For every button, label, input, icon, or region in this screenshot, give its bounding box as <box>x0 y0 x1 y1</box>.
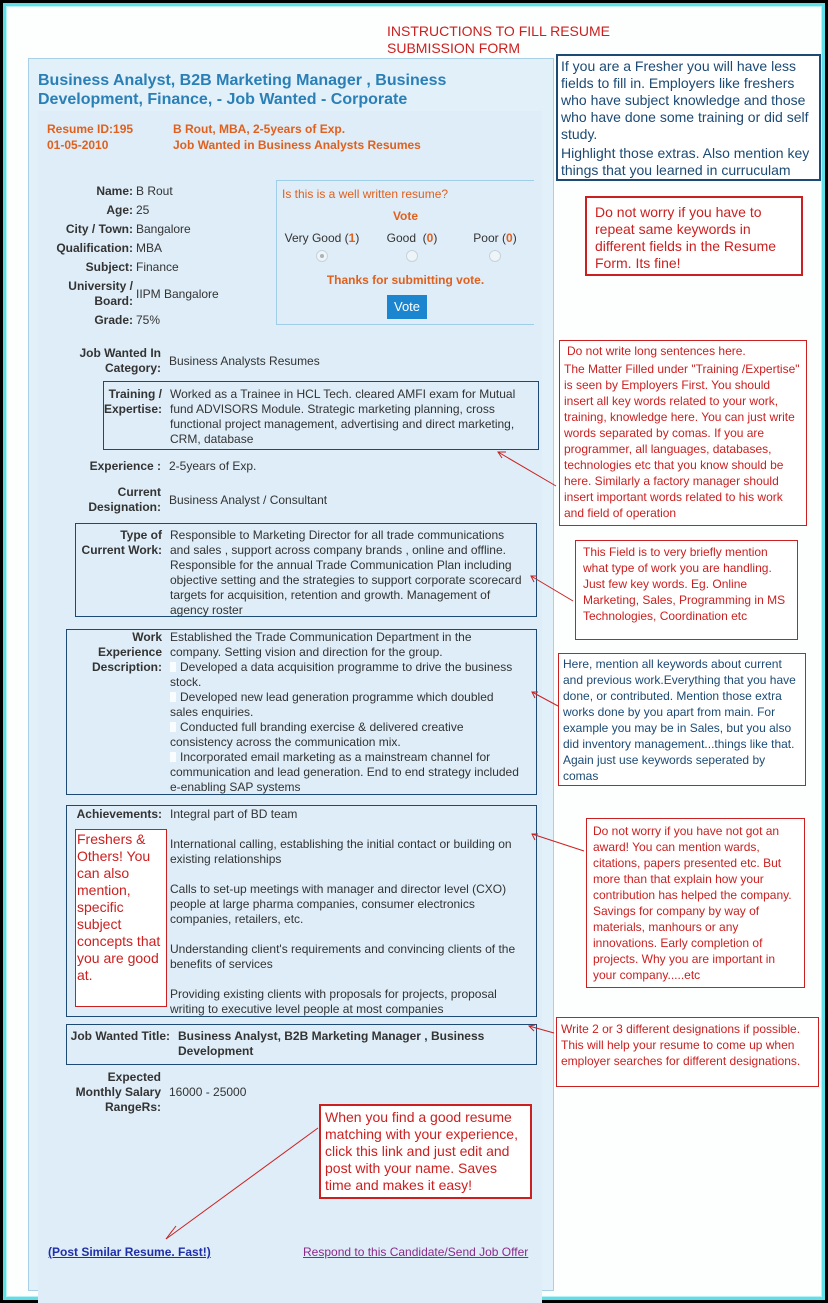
page-frame <box>3 3 825 1300</box>
vote-count: 0 <box>426 231 434 245</box>
info-row-name <box>49 184 269 199</box>
vote-button[interactable]: Vote <box>387 295 427 319</box>
achievement-item: Providing existing clients with proposals for projects, proposal writing to executive level people at most companies <box>170 987 497 1016</box>
field-category <box>69 346 529 376</box>
field-value: Business Analyst, B2B Marketing Manager , Business Development <box>178 1029 485 1058</box>
field-label: Job Wanted Title: <box>70 1029 170 1043</box>
vote-option-very-good[interactable]: Very Good (1) <box>284 231 360 262</box>
field-value: Business Analyst / Consultant <box>169 492 328 507</box>
info-row-age <box>49 203 269 218</box>
field-label: Experience : <box>89 459 161 473</box>
vote-option-label: Poor <box>473 231 499 245</box>
post-similar-note: When you find a good resume matching with your experience, click this link and just edit and post with your name. Saves time and makes it easy! <box>319 1104 532 1199</box>
field-value <box>170 807 525 1016</box>
work-experience-bullet: Developed new lead generation programme which doubled sales enquiries. <box>170 690 494 719</box>
info-label: Grade: <box>94 313 133 327</box>
field-label: Current Designation: <box>88 485 161 514</box>
work-experience-intro: Established the Trade Communication Department in the company. Setting vision and direction for the group. <box>170 630 472 659</box>
vote-title: Vote <box>392 209 419 223</box>
info-row-grade <box>49 313 269 328</box>
achievement-item: Integral part of BD team <box>170 807 298 821</box>
info-label: University / Board: <box>68 279 133 308</box>
info-label: Qualification: <box>56 241 133 255</box>
info-value: 25 <box>136 203 150 217</box>
training-note: Do not write long sentences here. The Matter Filled under "Training /Expertise" is seen by Employers First. You should insert all key words related to your work, training, knowledge here. You can just write words separated by comas. If you are programmer, all languages, databases, technologies etc that you know should be here. Similarly a factory manager should insert important words related to his work and field of operation <box>559 340 807 526</box>
field-label: Work Experience Description: <box>91 630 162 674</box>
post-similar-resume-link[interactable]: (Post Similar Resume. Fast!) <box>48 1245 211 1259</box>
vote-count: 0 <box>506 231 513 245</box>
instructions-heading: INSTRUCTIONS TO FILL RESUME SUBMISSION FORM <box>387 23 610 56</box>
work-type-note: This Field is to very briefly mention what type of work you are handling. Just few key words. Eg. Online Marketing, Sales, Programming in MS Technologies, Coordination etc <box>575 540 798 640</box>
vote-option-good[interactable]: Good (0) <box>377 231 447 262</box>
work-experience-bullet: Developed a data acquisition programme to drive the business stock. <box>170 660 513 689</box>
resume-summary: B Rout, MBA, 2-5years of Exp. <box>173 122 346 136</box>
bullet-icon <box>170 752 176 762</box>
field-value: 16000 - 25000 <box>169 1085 247 1099</box>
resume-category-line: Job Wanted in Business Analysts Resumes <box>173 138 421 152</box>
field-value: 2-5years of Exp. <box>169 459 257 473</box>
vote-option-label: Very Good <box>284 231 342 245</box>
vote-count: 1 <box>348 231 356 245</box>
fresher-instruction-note: If you are a Fresher you will have less fields to fill in. Employers like freshers who have subject knowledge and those who have done some training or did self study. Highlight those extras. Also mention key things that you learned in curruculam <box>556 54 821 181</box>
field-designation <box>69 485 529 515</box>
personal-info <box>49 184 269 332</box>
info-value: MBA <box>136 241 163 255</box>
info-value: B Rout <box>136 184 173 198</box>
vote-thanks-message: Thanks for submitting vote. <box>326 273 485 287</box>
field-value: Business Analysts Resumes <box>169 353 320 368</box>
resume-date: 01-05-2010 <box>47 138 109 152</box>
job-title-note: Write 2 or 3 different designations if possible. This will help your resume to come up when employer searches for different designations. <box>556 1017 819 1087</box>
field-label: Expected Monthly Salary RangeRs: <box>75 1070 161 1114</box>
resume-id: Resume ID:195 <box>47 122 134 136</box>
field-label: Job Wanted In Category: <box>79 346 161 375</box>
field-work-type <box>75 523 537 617</box>
vote-question: Is this is a well written resume? <box>282 187 449 201</box>
radio-very-good[interactable] <box>316 250 328 262</box>
field-work-experience <box>66 629 537 795</box>
field-job-title <box>66 1024 537 1065</box>
field-label: Achievements: <box>76 807 162 821</box>
work-experience-bullet: Incorporated email marketing as a mainstream channel for communication and lead generation. End to end strategy included e-enabling SAP systems <box>170 750 519 794</box>
vote-option-poor[interactable]: Poor (0) <box>465 231 525 262</box>
respond-to-candidate-link[interactable]: Respond to this Candidate/Send Job Offer <box>303 1245 529 1259</box>
repeat-keywords-note: Do not worry if you have to repeat same keywords in different fields in the Resume Form. Its fine! <box>585 196 803 276</box>
info-row-qualification <box>49 241 269 256</box>
vote-panel <box>276 180 534 325</box>
vote-option-label: Good <box>386 231 416 245</box>
info-label: Name: <box>96 184 133 198</box>
field-training <box>103 381 539 450</box>
field-label: Type of Current Work: <box>81 528 162 557</box>
work-experience-bullet: Conducted full branding exercise & delivered creative consistency across the communication mix. <box>170 720 464 749</box>
achievement-item: Understanding client's requirements and convincing clients of the benefits of services <box>170 942 516 971</box>
info-row-university <box>49 279 269 309</box>
info-label: Subject: <box>85 260 133 274</box>
info-value: Finance <box>136 260 179 274</box>
info-label: City / Town: <box>65 222 133 236</box>
field-value: Worked as a Trainee in HCL Tech. cleared AMFI exam for Mutual fund ADVISORS Module. Strategic marketing planning, cross functional project management, advertising and direct marketing, CRM, database <box>170 387 516 446</box>
bullet-icon <box>170 692 176 702</box>
achievements-note: Do not worry if you have not got an award! You can mention wards, citations, papers presented etc. But more than that explain how your contribution has helped the company. Savings for company by way of materials, manhours or any innovations. Early completion of projects. Why you are important in your company.....etc <box>586 818 805 988</box>
radio-poor[interactable] <box>489 250 501 262</box>
info-row-city <box>49 222 269 237</box>
info-value: 75% <box>136 313 161 327</box>
achievement-item: International calling, establishing the initial contact or building on existing relationships <box>170 837 512 866</box>
field-experience <box>69 459 529 474</box>
resume-id-block <box>47 121 133 153</box>
field-value <box>170 630 522 794</box>
resume-title: Business Analyst, B2B Marketing Manager , Business Development, Finance, - Job Wanted - Corporate <box>38 72 447 108</box>
bullet-icon <box>170 722 176 732</box>
field-value: Responsible to Marketing Director for all trade communications and sales , support across company brands , online and offline. Responsible for the annual Trade Communication Plan including objective setting and the strategies to support corporate scorecard targets for acquisition, retention and growth. Management of agency roster <box>170 528 522 617</box>
info-value: Bangalore <box>136 222 191 236</box>
freshers-side-note: Freshers & Others! You can also mention, specific subject concepts that you are good at. <box>75 829 167 1007</box>
radio-good[interactable] <box>406 250 418 262</box>
info-row-subject <box>49 260 269 275</box>
resume-summary-block <box>173 121 421 153</box>
info-label: Age: <box>106 203 133 217</box>
info-value: IIPM Bangalore <box>136 286 219 301</box>
work-experience-note: Here, mention all keywords about current and previous work.Everything that you have done, or contributed. Mention those extra works done by you apart from main. For example you may be in Sales, but you also did inventory management...things like that. Again just use keywords seperated by comas <box>558 653 806 786</box>
field-label: Training / Expertise: <box>104 387 163 416</box>
achievement-item: Calls to set-up meetings with manager and director level (CXO) people at large pharma companies, consumer electronics companies, retailers, etc. <box>170 882 507 926</box>
bullet-icon <box>170 662 176 672</box>
